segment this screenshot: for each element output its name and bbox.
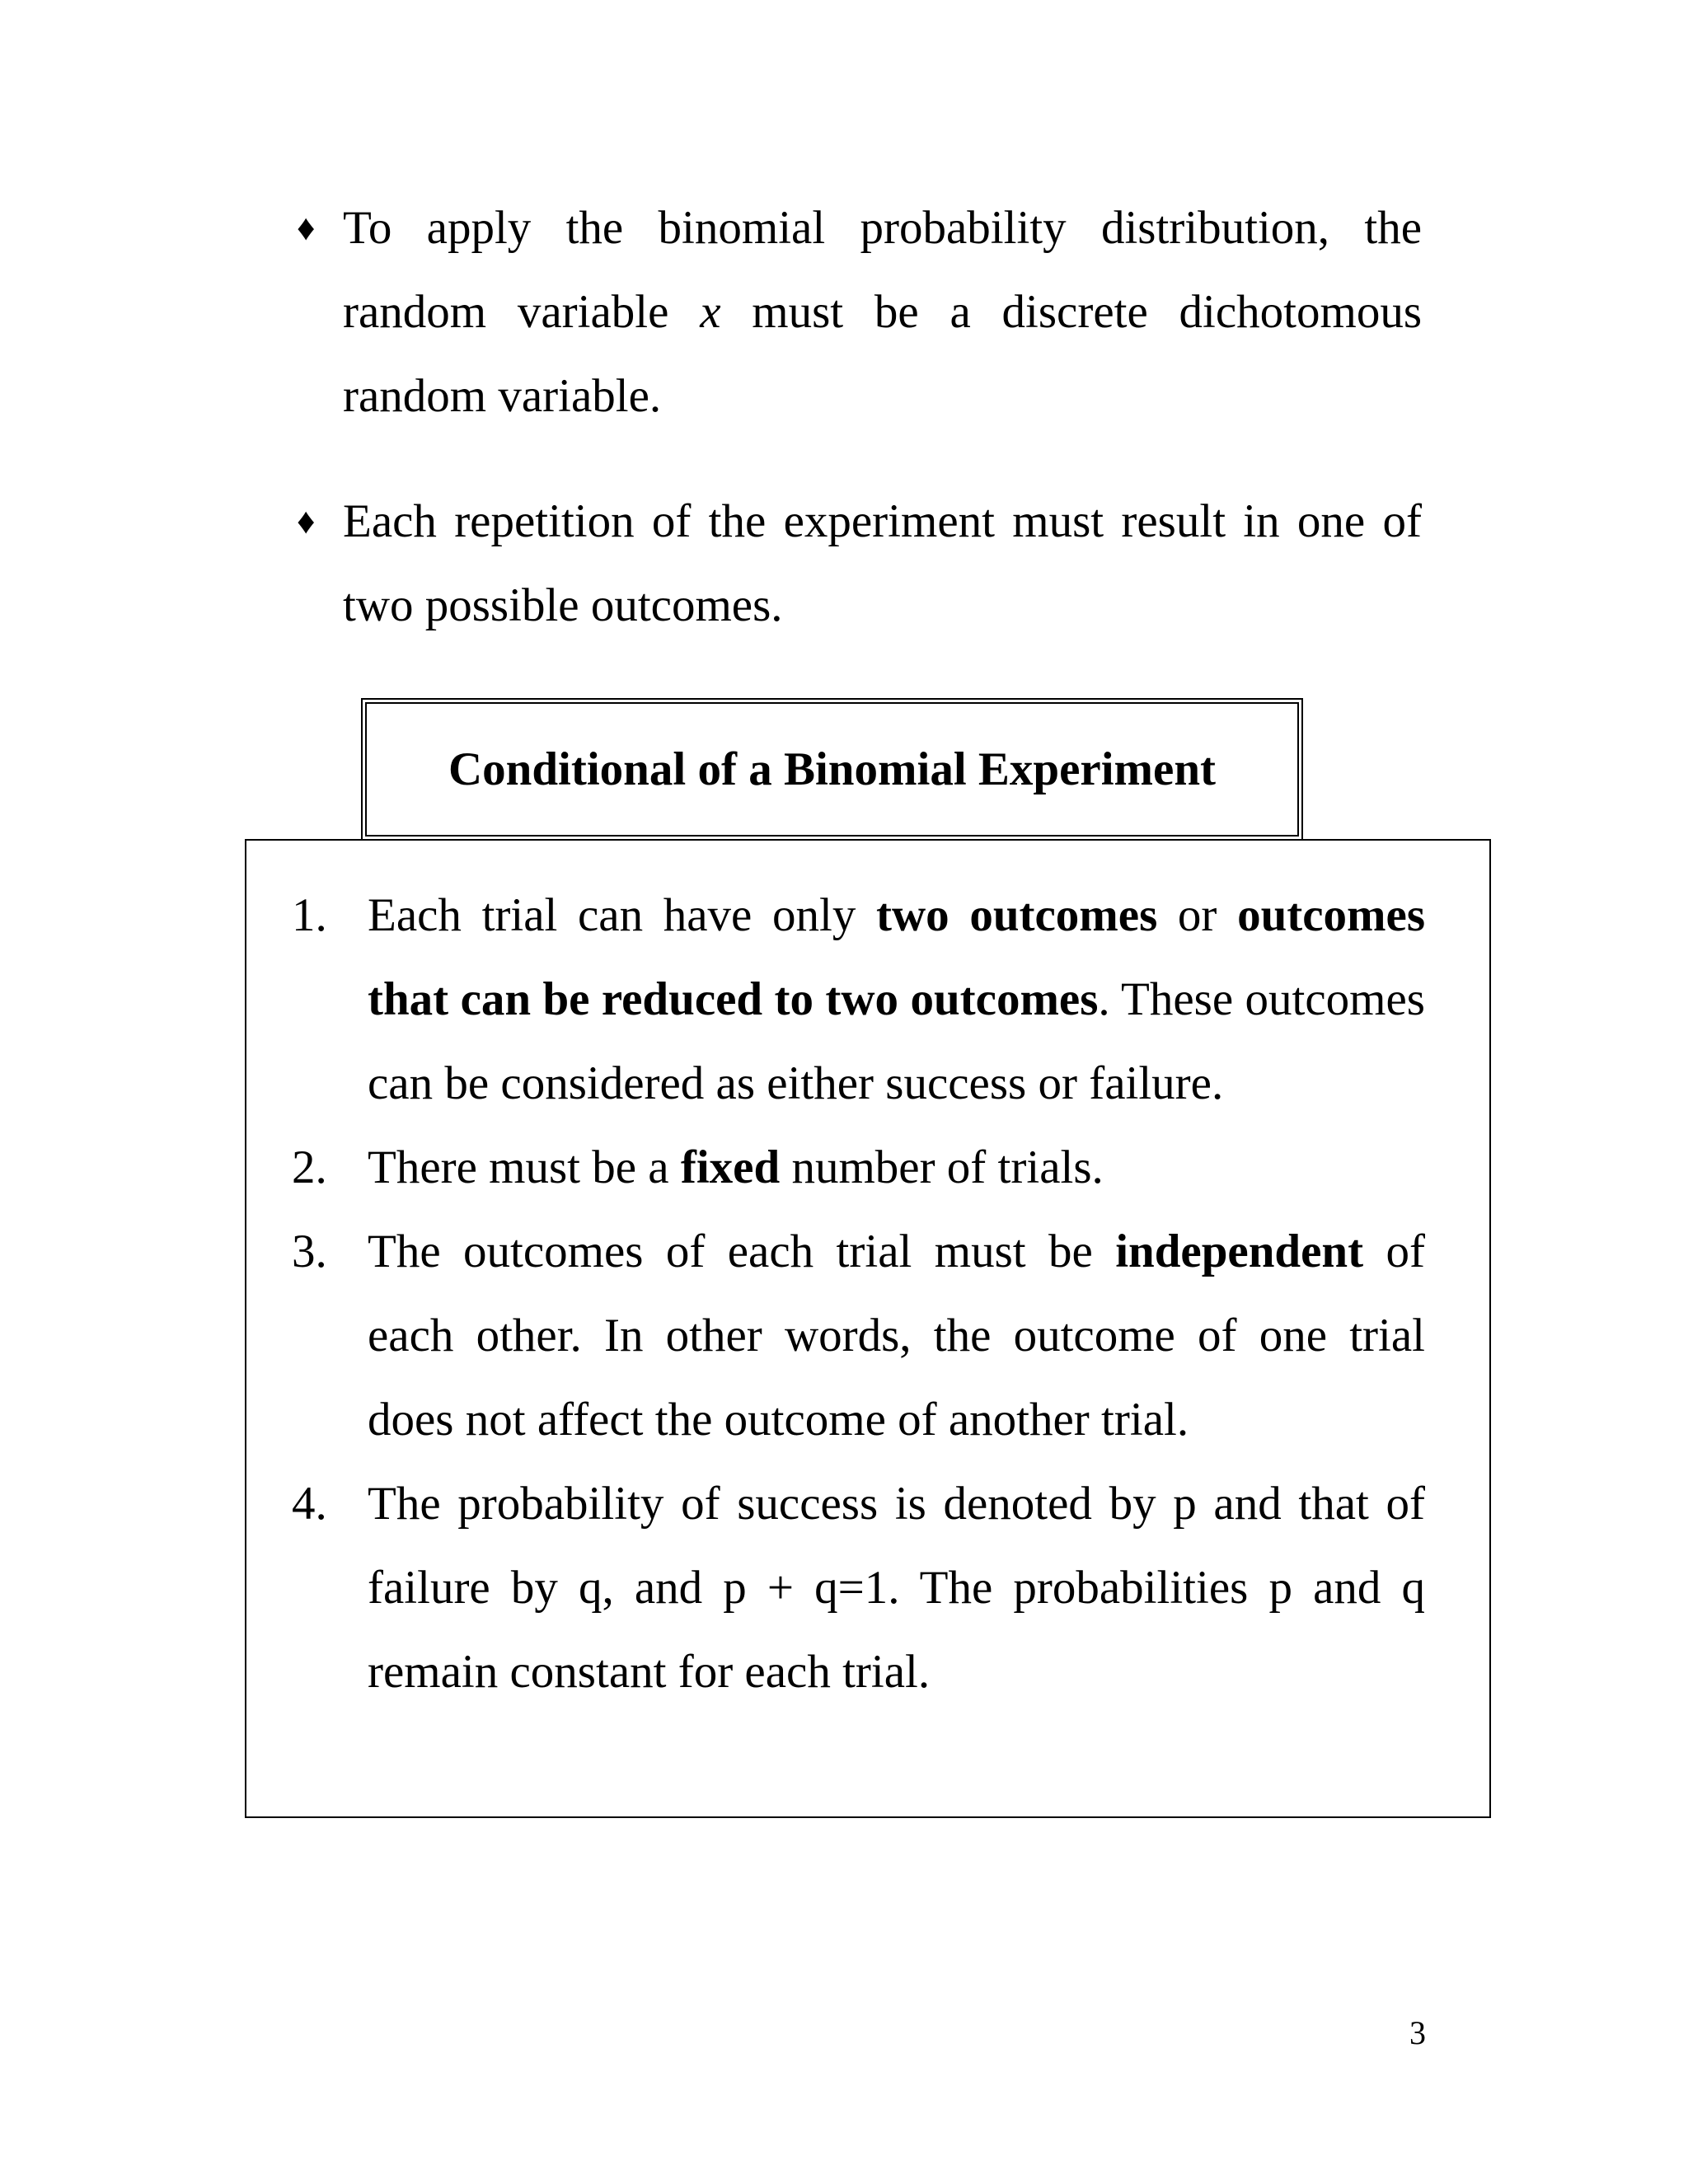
condition-text-part: Each trial can have only <box>368 889 877 941</box>
condition-text <box>368 1210 1425 1462</box>
bullet-text: Each repetition of the experiment must result in one of two possible outcomes. <box>343 495 1422 631</box>
condition-text: The probability of success is denoted by p and that of failure by q, and p + q=1. The probabilities p and q remain constant for each trial. <box>368 1478 1425 1698</box>
bullet-paragraph-binomial-requirement <box>297 186 1422 438</box>
condition-text-part: There must be a <box>368 1141 681 1193</box>
page-number: 3 <box>1409 2014 1426 2051</box>
condition-text <box>368 1126 1425 1210</box>
variable-x: x <box>700 286 721 338</box>
section-title-box <box>361 698 1303 841</box>
bullet-text-part: To apply the binomial probability distribution, the random variable <box>343 202 1422 338</box>
condition-item-3 <box>292 1210 1425 1462</box>
condition-emphasis: outcomes that can be reduced to two outcomes <box>368 889 1426 1025</box>
condition-text-part: number of trials. <box>780 1141 1104 1193</box>
bullet-text-part: must be a discrete dichotomous random variable. <box>343 286 1423 422</box>
condition-emphasis: independent <box>1115 1226 1364 1277</box>
section-title: Conditional of a Binomial Experiment <box>448 743 1217 795</box>
bullet-text <box>343 186 1422 438</box>
bullet-paragraph-two-outcomes <box>297 480 1422 648</box>
condition-text-part: The outcomes of each trial must be <box>368 1226 1116 1277</box>
diamond-bullet-icon: ♦ <box>297 501 316 541</box>
conditions-box <box>245 839 1491 1818</box>
condition-text-part: of each other. In other words, the outcome of one trial does not affect the outcome of another trial. <box>368 1226 1425 1446</box>
condition-emphasis: two outcomes <box>876 889 1158 941</box>
condition-text-part: or <box>1157 889 1238 941</box>
condition-number: 3. <box>292 1226 327 1277</box>
condition-number: 4. <box>292 1478 327 1530</box>
condition-item-4 <box>292 1462 1425 1714</box>
condition-number: 1. <box>292 889 327 941</box>
condition-item-1 <box>292 874 1425 1126</box>
condition-text <box>368 874 1425 1126</box>
condition-emphasis: fixed <box>680 1141 781 1193</box>
conditions-list <box>292 874 1425 1714</box>
condition-text-part: . These outcomes can be considered as either success or failure. <box>368 973 1425 1109</box>
condition-item-2 <box>292 1126 1425 1210</box>
diamond-bullet-icon: ♦ <box>297 208 316 248</box>
condition-number: 2. <box>292 1141 327 1193</box>
